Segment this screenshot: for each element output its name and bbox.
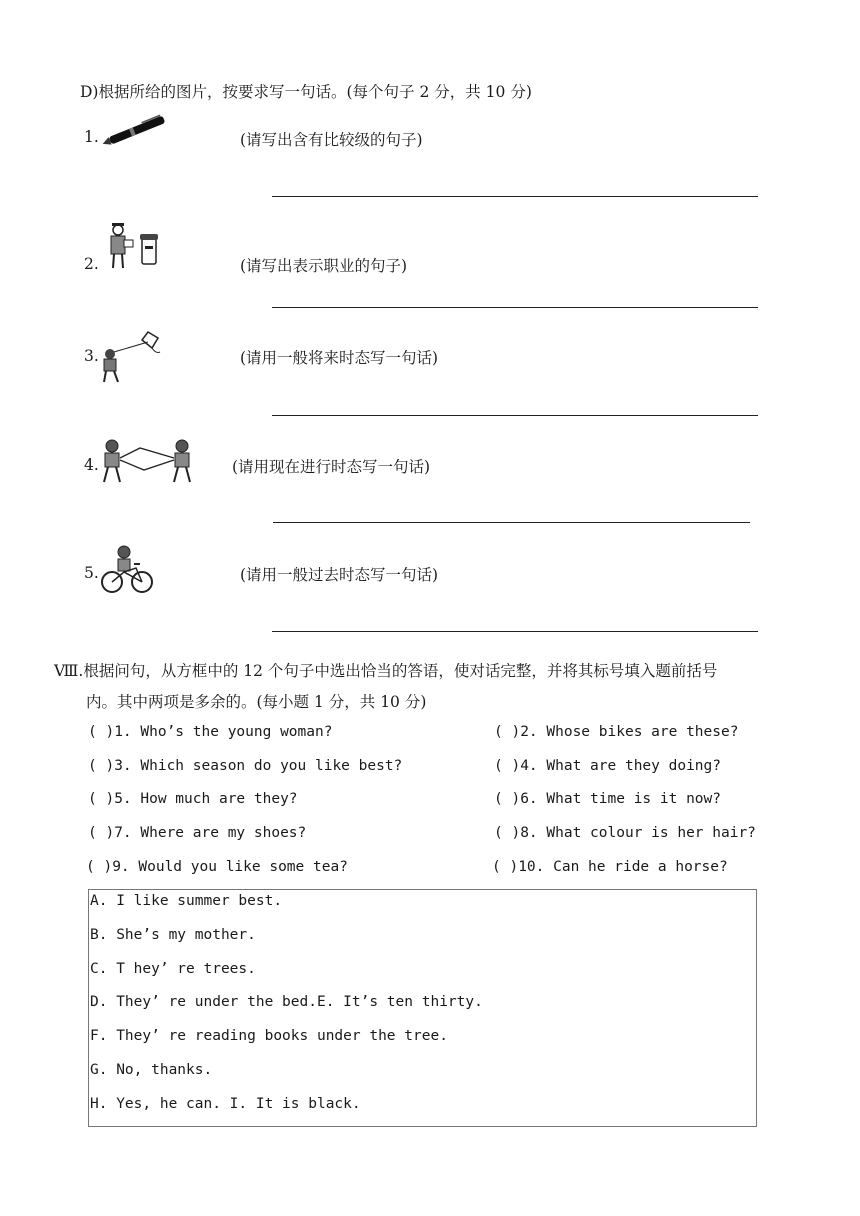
question-text: 5. How much are they? bbox=[114, 791, 298, 807]
question-7 bbox=[88, 825, 306, 841]
part-8-heading-line2: 内。其中两项是多余的。(每小题 1 分，共 10 分) bbox=[86, 693, 427, 711]
question-text: 1. Who’s the young woman? bbox=[114, 724, 333, 740]
item-number-1: 1. bbox=[84, 128, 99, 146]
item-instruction-3: (请用一般将来时态写一句话) bbox=[240, 349, 439, 367]
item-number-3: 3. bbox=[84, 347, 99, 365]
answer-line-3[interactable] bbox=[272, 415, 758, 416]
option-f: F. They’ re reading books under the tree. bbox=[90, 1028, 448, 1044]
option-c: C. T hey’ re trees. bbox=[90, 961, 256, 977]
answer-bracket[interactable]: ( ) bbox=[88, 791, 115, 807]
answer-bracket[interactable]: ( ) bbox=[86, 859, 113, 875]
answer-line-5[interactable] bbox=[272, 631, 758, 632]
item-number-5: 5. bbox=[84, 564, 99, 582]
part-d-heading: D)根据所给的图片，按要求写一句话。(每个句子 2 分，共 10 分) bbox=[80, 83, 532, 101]
item-instruction-5: (请用一般过去时态写一句话) bbox=[240, 566, 439, 584]
answer-bracket[interactable]: ( ) bbox=[88, 758, 115, 774]
item-instruction-4: (请用现在进行时态写一句话) bbox=[232, 458, 431, 476]
option-b: B. She’s my mother. bbox=[90, 927, 256, 943]
question-text: 4. What are they doing? bbox=[520, 758, 721, 774]
answer-line-4[interactable] bbox=[273, 522, 750, 523]
question-text: 10. Can he ride a horse? bbox=[518, 859, 728, 875]
question-3 bbox=[88, 758, 402, 774]
question-text: 9. Would you like some tea? bbox=[112, 859, 348, 875]
answer-bracket[interactable]: ( ) bbox=[494, 825, 521, 841]
option-g: G. No, thanks. bbox=[90, 1062, 213, 1078]
answer-line-1[interactable] bbox=[272, 196, 758, 197]
answer-bracket[interactable]: ( ) bbox=[494, 724, 521, 740]
part-8-heading-text: 根据问句，从方框中的 12 个句子中选出恰当的答语，使对话完整，并将其标号填入题前括号 bbox=[83, 662, 718, 680]
answer-bracket[interactable]: ( ) bbox=[494, 791, 521, 807]
option-a: A. I like summer best. bbox=[90, 893, 283, 909]
answer-bracket[interactable]: ( ) bbox=[492, 859, 519, 875]
question-10 bbox=[492, 859, 728, 875]
item-instruction-1: (请写出含有比较级的句子) bbox=[240, 131, 423, 149]
question-text: 6. What time is it now? bbox=[520, 791, 721, 807]
question-text: 8. What colour is her hair? bbox=[520, 825, 756, 841]
rope-skipping-icon bbox=[100, 436, 196, 486]
item-number-4: 4. bbox=[84, 456, 99, 474]
question-text: 2. Whose bikes are these? bbox=[520, 724, 739, 740]
question-4 bbox=[494, 758, 721, 774]
question-1 bbox=[88, 724, 332, 740]
question-5 bbox=[88, 791, 298, 807]
answer-line-2[interactable] bbox=[272, 307, 758, 308]
question-2 bbox=[494, 724, 738, 740]
kite-flying-icon bbox=[98, 328, 164, 384]
option-d-e: D. They’ re under the bed.E. It’s ten thirty. bbox=[90, 994, 483, 1010]
question-6 bbox=[494, 791, 721, 807]
postman-icon bbox=[104, 220, 162, 270]
question-text: 7. Where are my shoes? bbox=[114, 825, 307, 841]
question-8 bbox=[494, 825, 756, 841]
question-text: 3. Which season do you like best? bbox=[114, 758, 403, 774]
answer-bracket[interactable]: ( ) bbox=[88, 724, 115, 740]
item-instruction-2: (请写出表示职业的句子) bbox=[240, 257, 408, 275]
question-9 bbox=[86, 859, 348, 875]
bicycle-icon bbox=[100, 544, 154, 596]
answer-bracket[interactable]: ( ) bbox=[88, 825, 115, 841]
part-8-heading-line1 bbox=[54, 659, 717, 681]
item-number-2: 2. bbox=[84, 255, 99, 273]
answer-bracket[interactable]: ( ) bbox=[494, 758, 521, 774]
pen-icon bbox=[100, 112, 174, 148]
option-h-i: H. Yes, he can. I. It is black. bbox=[90, 1096, 361, 1112]
part-8-number: Ⅷ. bbox=[54, 662, 84, 680]
